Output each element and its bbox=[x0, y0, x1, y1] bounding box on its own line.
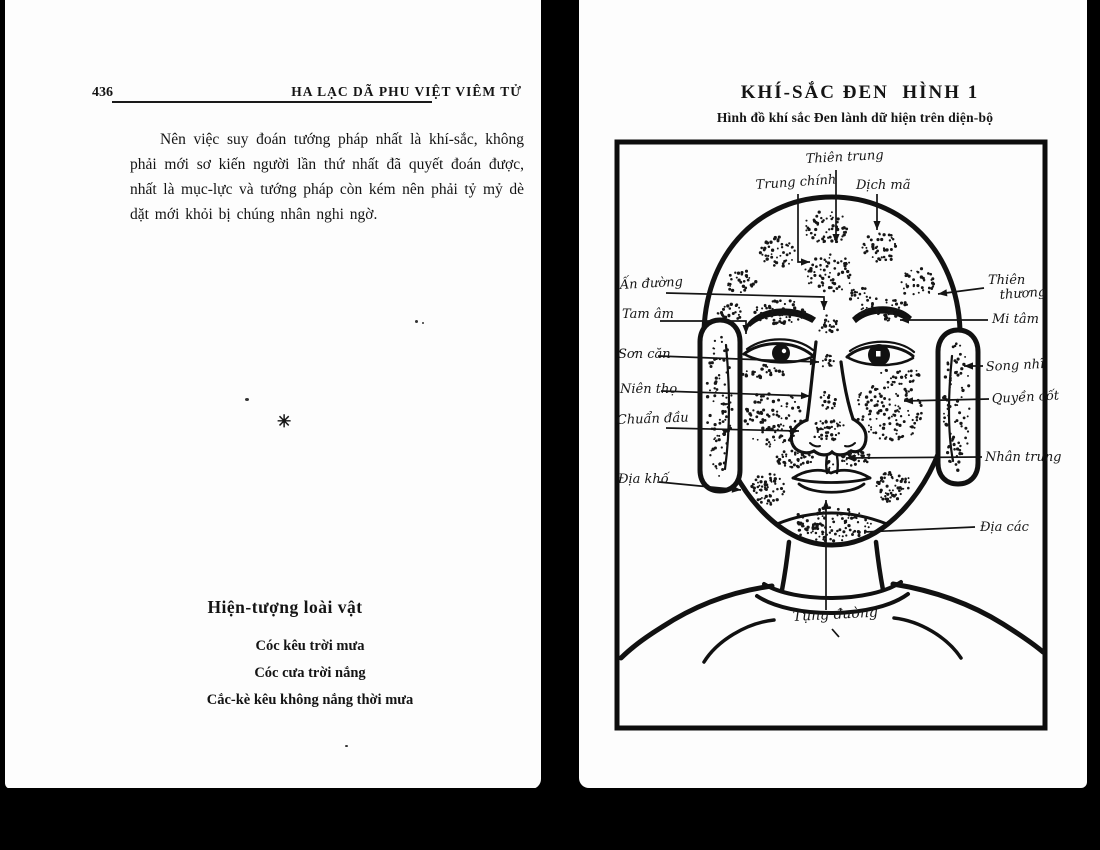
verse-line: Cắc-kè kêu không nắng thời mưa bbox=[206, 692, 414, 708]
page-gutter bbox=[541, 0, 579, 850]
label-chuan-dau: Chuẩn đầu bbox=[616, 410, 689, 428]
label-dia-kho: Địa khố bbox=[618, 472, 669, 487]
label-quyen-cot: Quyền cốt bbox=[991, 388, 1060, 407]
label-nien-tho: Niên thọ bbox=[620, 382, 678, 397]
upper-lip bbox=[793, 470, 870, 478]
scan-speck bbox=[415, 320, 418, 323]
robe-fold-right bbox=[894, 618, 961, 658]
verse-block bbox=[100, 633, 520, 714]
left-eye-glint bbox=[782, 349, 786, 353]
left-nostril bbox=[810, 443, 820, 446]
page-number: 436 bbox=[92, 85, 113, 100]
label-son-can: Sơn căn bbox=[618, 347, 671, 362]
label-thien-trung: Thiên trung bbox=[805, 147, 885, 167]
label-tung-duong: Tụng đường bbox=[792, 604, 879, 625]
scan-right-edge bbox=[1086, 85, 1100, 850]
label-dia-cac: Địa các bbox=[980, 520, 1029, 535]
scan-speck bbox=[422, 322, 424, 324]
label-thien-thuong-line2: thương bbox=[999, 284, 1047, 303]
mouth-line bbox=[793, 478, 870, 483]
label-dich-ma: Dịch mã bbox=[856, 178, 911, 193]
figure-subtitle: Hình đồ khí sắc Đen lành dữ hiện trên diện-bộ bbox=[716, 110, 994, 125]
face-diagram bbox=[579, 0, 1087, 788]
running-header: HA LẠC DÃ PHU VIỆT VIÊM TỬ bbox=[291, 84, 522, 99]
label-thien-thuong-line1: Thiên bbox=[988, 273, 1026, 288]
shoulder-right bbox=[893, 584, 1043, 652]
scan-bottom-band bbox=[0, 788, 1100, 850]
neck-left bbox=[782, 542, 789, 590]
section-heading: Hiện-tượng loài vật bbox=[207, 597, 363, 617]
body-paragraph: Nên việc suy đoán tướng pháp nhất là khí-sắc, không phải mới sơ kiến người lần thứ nhất đã quyết đoán được, nhất là mục-lực và tướng pháp còn kém nên phải tỷ mỷ dè dặt mới khỏi bị chúng nhân nghi ngờ. bbox=[130, 131, 524, 223]
figure-title: KHÍ-SẮC ĐEN HÌNH 1 bbox=[740, 82, 980, 103]
scan-right-edge-top bbox=[1092, 0, 1100, 16]
verse-line: Cóc cưa trời nắng bbox=[254, 665, 366, 681]
lower-lip bbox=[799, 484, 864, 492]
right-nostril bbox=[845, 443, 855, 446]
nose-wing-right bbox=[851, 419, 866, 452]
nose-bridge-right bbox=[841, 362, 853, 419]
face-drawing bbox=[621, 197, 1043, 662]
verse-line: Cóc kêu trời mưa bbox=[255, 638, 365, 654]
header-rule bbox=[112, 101, 432, 103]
scan-speck bbox=[245, 398, 249, 401]
scan-speck bbox=[345, 745, 348, 747]
robe-fold-left bbox=[704, 620, 774, 662]
nose-base bbox=[814, 451, 851, 455]
label-trung-chinh: Trung chính bbox=[755, 172, 837, 193]
label-an-duong: Ấn đường bbox=[619, 274, 684, 293]
label-song-nhi: Song nhĩ bbox=[985, 356, 1045, 375]
label-nhan-trung: Nhân trung bbox=[985, 450, 1062, 465]
ornament-asterisk: ✳ bbox=[277, 412, 292, 431]
neck-right bbox=[876, 542, 883, 590]
label-tam-am: Tam âm bbox=[622, 307, 674, 322]
right-eye-glint bbox=[876, 351, 881, 357]
shoulder-left bbox=[621, 586, 772, 658]
left-eye-iris bbox=[772, 344, 790, 362]
label-mi-tam: Mi tâm bbox=[992, 312, 1039, 327]
